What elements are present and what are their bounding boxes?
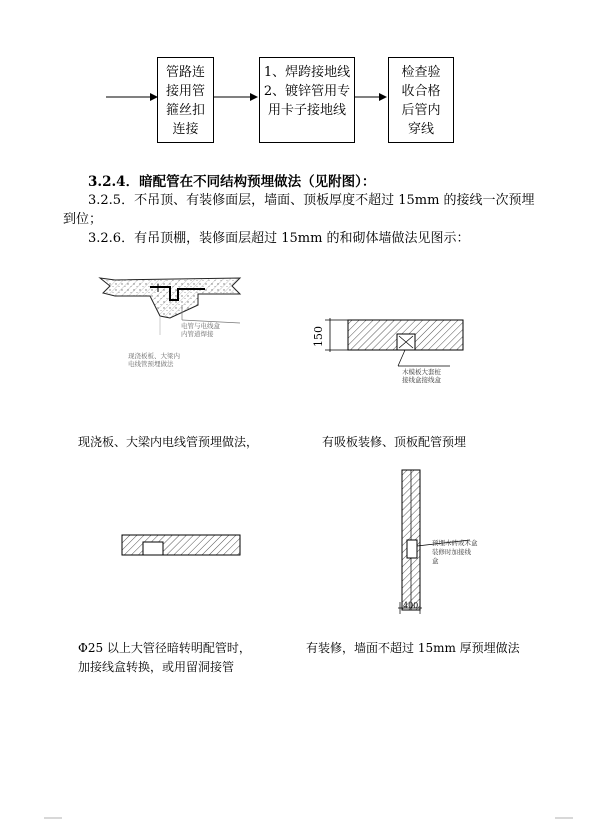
flow-box-line: 连接 [172,122,199,137]
flow-box-line: 2、镀锌管用专 [263,84,351,99]
caption-large-conduit-line1: Φ25 以上大管径暗转明配管时， [78,641,251,655]
wall-dim-label: 400 [403,601,419,610]
flow-box-line: 接用管 [165,84,205,99]
slab-note-b-line: 电线管预埋做法 [128,360,174,368]
ceiling-note-line: 木模板大套桩 [402,368,441,376]
caption-large-conduit-line2: 加接线盒转换，或用留洞接管 [78,660,235,674]
flow-box-line: 用卡子接地线 [267,103,346,118]
paragraph-3-2-6: 3.2.6．有吊顶棚，装修面层超过 15mm 的和砌体墙做法见图示： [88,231,470,246]
paragraph-3-2-5-cont: 到位； [63,212,103,227]
caption-ceiling-panel: 有吸板装修、顶板配管预埋 [322,435,467,449]
slab-note-b-line: 现浇板板、大梁内 [128,352,180,360]
ceiling-dim-label: 150 [312,326,325,347]
slab-note-a-line: 内管道焊接 [181,330,214,338]
flow-box-line: 箍丝扣 [165,103,205,118]
wall-note-line: 装修时加接线 [432,548,471,556]
caption-slab-beam: 现浇板、大梁内电线管预埋做法， [78,435,259,449]
wall-note-line: 盒 [432,557,439,565]
caption-wall: 有装修，墙面不超过 15mm 厚预埋做法 [306,641,520,655]
flow-box-line: 1、焊跨接地线 [263,65,351,80]
wall-note-line: 预埋木砖或木盒 [432,539,478,547]
flow-box-line: 穿线 [407,122,434,137]
ceiling-note-line: 接线盒接线盒 [402,376,441,384]
section-heading: 3.2.4．暗配管在不同结构预埋做法（见附图）： [88,174,376,190]
flow-box-line: 检查验 [401,65,441,80]
flow-box-line: 收合格 [401,84,441,99]
flow-box-line: 管路连 [165,65,205,80]
paragraph-3-2-5: 3.2.5．不吊顶、有装修面层，墙面、顶板厚度不超过 15mm 的接线一次预埋 [88,193,535,208]
slab-note-a-line: 电管与电线盒 [181,322,220,330]
flow-box-line: 后管内 [401,103,441,118]
